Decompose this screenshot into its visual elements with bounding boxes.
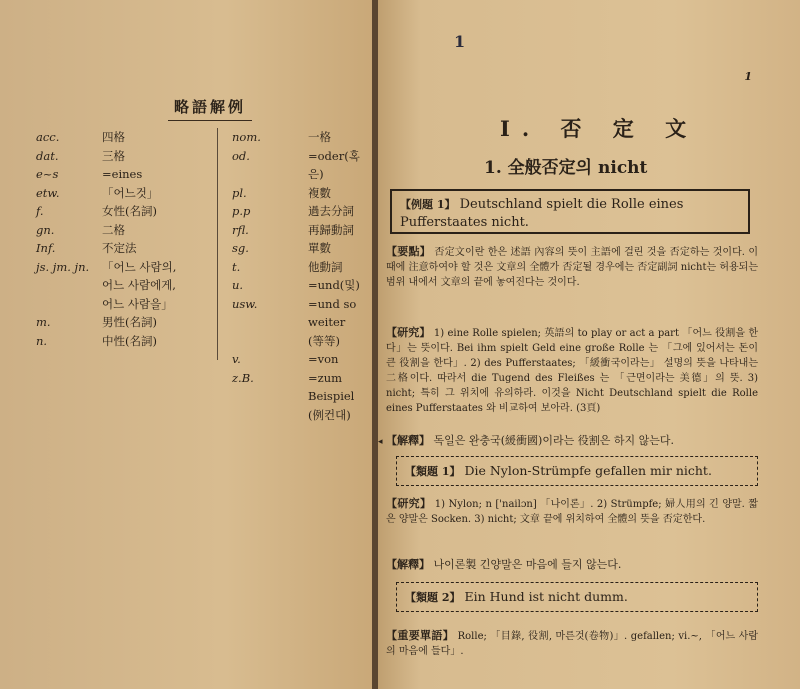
abbreviation-row: [36, 165, 211, 184]
similar-problem-box-2: [396, 582, 758, 612]
abbreviation-row: [36, 184, 211, 203]
column-divider: [217, 128, 218, 360]
abbreviation-definition: 「어느것」: [102, 185, 159, 200]
similar-problem-box-1: [396, 456, 758, 486]
abbreviations-column-1: [36, 128, 211, 350]
abbreviation-row: [232, 128, 374, 147]
abbreviations-title: 略語解例: [168, 96, 252, 121]
study-2-text: 1) Nylon; n ['nailɔn] 「나이론」. 2) Strümpfe; 婦人用의 긴 양말. 짧은 양말은 Socken. 3) nicht; 文章 끝에 위치하여 全體의 뜻을 否定한다.: [386, 499, 758, 525]
key-point-tag: 【要點】: [386, 245, 431, 258]
vocabulary-paragraph: [386, 628, 758, 659]
section-title: 1. 全般否定의 nicht: [484, 158, 648, 178]
left-page: [0, 0, 374, 689]
abbreviation-term: u.: [232, 278, 244, 292]
abbreviation-term: rfl.: [232, 222, 249, 237]
vocabulary-text: Rolle; 「目錄, 役割, 마른것(卷物)」. gefallen; vi.~, 「어느 사람의 마음에 들다」.: [386, 631, 759, 657]
abbreviation-term: p.p: [232, 204, 251, 218]
abbreviation-definition: 單數: [308, 241, 331, 255]
abbreviation-term: usw.: [232, 296, 258, 311]
explanation-1-tag: 【解釋】: [386, 434, 430, 447]
abbreviation-definition: =von: [308, 352, 339, 366]
abbreviation-definition: =oder(혹은): [308, 148, 360, 181]
abbreviation-row: [36, 202, 211, 221]
example-tag: 【例題 1】: [400, 198, 456, 211]
explanation-2: [386, 556, 621, 572]
abbreviation-definition: 二格: [102, 222, 125, 237]
abbreviation-row: [232, 276, 374, 295]
abbreviation-term: sg.: [232, 241, 249, 255]
abbreviation-row: [232, 221, 374, 240]
abbreviation-term: gn.: [36, 222, 55, 237]
abbreviation-definition: 再歸動詞: [308, 222, 354, 237]
abbreviation-row: [232, 258, 374, 277]
abbreviation-term: m.: [36, 315, 51, 329]
abbreviation-term: dat.: [36, 148, 59, 163]
abbreviation-row: [36, 147, 211, 166]
abbreviation-row: [232, 184, 374, 203]
explanation-1: [386, 432, 674, 448]
similar-1-text: Die Nylon-Strümpfe gefallen mir nicht.: [464, 463, 712, 478]
abbreviation-definition: =eines: [102, 167, 143, 181]
page-stamp: 1: [454, 32, 466, 51]
abbreviation-row: [36, 221, 211, 240]
abbreviation-definition: 一格: [308, 130, 331, 144]
abbreviation-row: [36, 332, 211, 351]
abbreviation-term: pl.: [232, 185, 247, 200]
abbreviation-definition: 女性(名詞): [102, 204, 157, 218]
abbreviation-term: e~s: [36, 167, 59, 181]
abbreviation-row: [36, 128, 211, 147]
explanation-2-tag: 【解釋】: [386, 558, 430, 571]
abbreviation-term: acc.: [36, 130, 60, 144]
key-point-text: 否定文이란 한은 述語 內容의 뜻이 主語에 걸린 것을 否定하는 것이다. 이 때에 注意하여야 할 것은 文章의 全體가 否定될 경우에는 否定副詞 nicht는 허용되는 범위 내에서 文章의 끝에 놓여진다는 것이다.: [386, 247, 758, 288]
similar-1-tag: 【類題 1】: [405, 465, 461, 478]
abbreviation-row: [232, 239, 374, 258]
abbreviation-row: [36, 313, 211, 332]
abbreviation-definition: 複數: [308, 185, 331, 200]
abbreviation-definition: 中性(名詞): [102, 333, 157, 348]
key-point-paragraph: [386, 244, 758, 290]
study-tag: 【研究】: [386, 326, 431, 339]
abbreviation-row: [36, 258, 211, 314]
abbreviation-row: [36, 239, 211, 258]
abbreviation-row: [232, 147, 374, 184]
abbreviation-term: z.B.: [232, 370, 254, 385]
example-text: Deutschland spielt die Rolle eines Pufferstaates nicht.: [400, 197, 684, 230]
abbreviation-definition: =und so weiter (等等): [308, 296, 357, 348]
study-2-tag: 【研究】: [386, 497, 432, 510]
abbreviation-term: f.: [36, 204, 44, 218]
explanation-2-text: 나이론製 긴양말은 마음에 들지 않는다.: [433, 558, 622, 571]
similar-2-tag: 【類題 2】: [405, 591, 461, 604]
abbreviation-term: od.: [232, 148, 250, 163]
abbreviation-definition: 「어느 사람의, 어느 사람에게, 어느 사람을」: [102, 259, 177, 311]
explanation-1-text: 독일은 완충국(緩衝國)이라는 役割은 하지 않는다.: [433, 434, 674, 447]
abbreviation-term: etw.: [36, 185, 60, 200]
abbreviation-row: [232, 369, 374, 425]
similar-2-text: Ein Hund ist nicht dumm.: [464, 589, 628, 604]
study-paragraph: [386, 325, 758, 416]
example-box-1: [390, 189, 750, 234]
margin-mark: ◂: [378, 437, 383, 447]
abbreviation-term: Inf.: [36, 241, 56, 255]
abbreviation-definition: 不定法: [102, 241, 137, 255]
abbreviation-definition: =zum Beispiel (例컨대): [308, 370, 355, 422]
study-paragraph-2: [386, 496, 758, 527]
abbreviation-term: v.: [232, 352, 241, 366]
abbreviation-term: n.: [36, 333, 48, 348]
abbreviation-term: t.: [232, 259, 241, 274]
abbreviation-definition: 他動詞: [308, 259, 343, 274]
vocabulary-tag: 【重要單語】: [386, 629, 455, 642]
abbreviation-definition: 過去分詞: [308, 204, 354, 218]
page-number: 1: [744, 70, 752, 83]
abbreviation-term: js. jm. jn.: [36, 259, 90, 274]
abbreviation-definition: 三格: [102, 148, 125, 163]
study-text: 1) eine Rolle spielen; 英語의 to play or act a part 「어느 役割을 한다」는 뜻이다. Bei ihm spielt Geld eine große Rolle 는 「그에 있어서는 돈이 큰 役割을 한다」. 2) des Pufferstaates; 「緩衝국이라는」 설명의 뜻을 나타내는 二格이다. 따라서 die Tugend des Fleißes 는 「근면이라는 美德」의 뜻. 3) nicht; 특히 그 위치에 유의하라. 이것을 Nicht Deutschland spielt die Rolle eines Pufferstaates 와 비교하여 보아라. (3頁): [386, 328, 759, 414]
chapter-title: I. 否 定 文: [500, 116, 699, 141]
abbreviation-definition: =und(및): [308, 278, 360, 292]
abbreviations-column-2: [232, 128, 374, 424]
abbreviation-term: nom.: [232, 130, 261, 144]
abbreviation-definition: 男性(名詞): [102, 315, 157, 329]
abbreviation-row: [232, 350, 374, 369]
abbreviation-definition: 四格: [102, 130, 125, 144]
abbreviation-row: [232, 295, 374, 351]
abbreviation-row: [232, 202, 374, 221]
